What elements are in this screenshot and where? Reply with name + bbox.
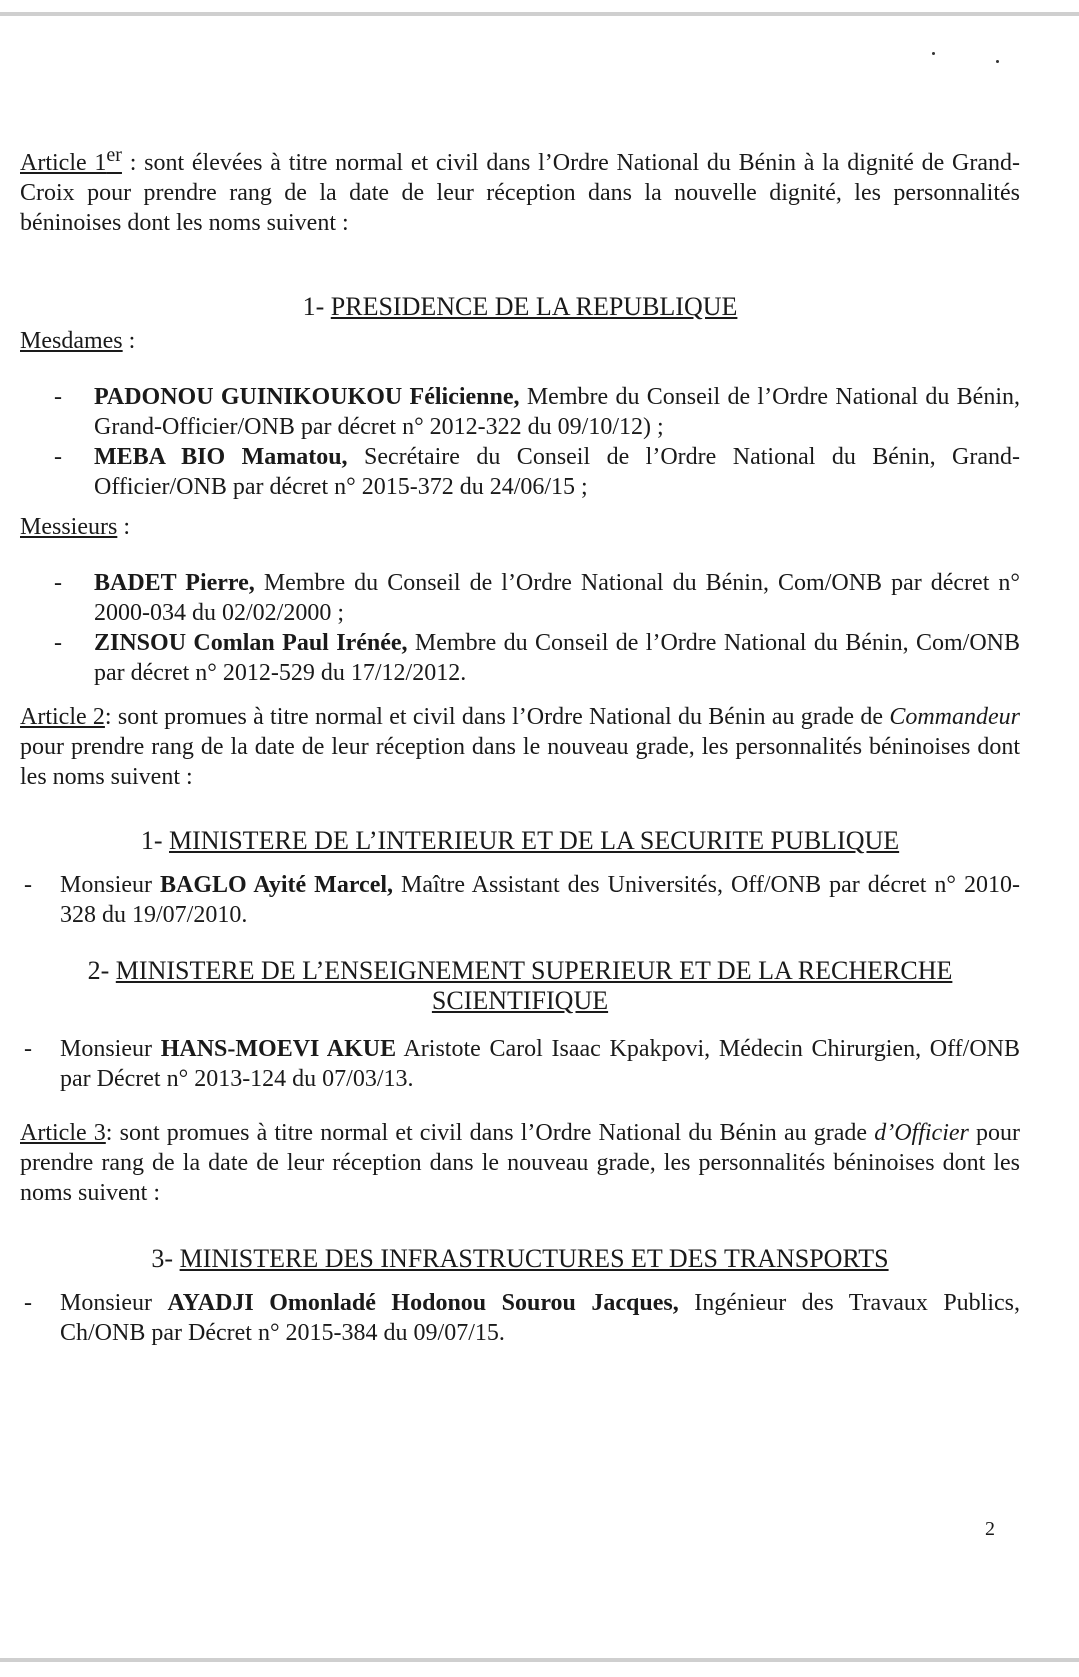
scan-speck <box>996 60 999 63</box>
messieurs-label: Messieurs : <box>20 514 130 540</box>
scan-speck <box>932 52 935 55</box>
list-item: - BADET Pierre, Membre du Conseil de l’Ordre National du Bénin, Com/ONB par décret n° 2000-034 du 02/02/2000 ; <box>54 570 1020 626</box>
mesdames-label: Mesdames : <box>20 328 136 354</box>
list-item: - PADONOU GUINIKOUKOU Félicienne, Membre du Conseil de l’Ordre National du Bénin, Grand-Officier/ONB par décret n° 2012-322 du 09/10/12) ; <box>54 384 1021 440</box>
document-page <box>20 140 1020 1348</box>
bottom-edge <box>0 1658 1079 1662</box>
article-1-label: Article 1er <box>20 144 122 176</box>
list-item: - Monsieur BAGLO Ayité Marcel, Maître Assistant des Universités, Off/ONB par décret n° 2010-328 du 19/07/2010. <box>24 872 1020 928</box>
page-number: 2 <box>985 1518 995 1540</box>
section-heading-interieur: 1- MINISTERE DE L’INTERIEUR ET DE LA SECURITE PUBLIQUE <box>140 826 900 855</box>
section-heading-infrastructures: 3- MINISTERE DES INFRASTRUCTURES ET DES TRANSPORTS <box>151 1244 889 1273</box>
list-item: - Monsieur AYADJI Omonladé Hodonou Sourou Jacques, Ingénieur des Travaux Publics, Ch/ONB par Décret n° 2015-384 du 09/07/15. <box>24 1290 1021 1346</box>
section-heading-presidence: 1- PRESIDENCE DE LA REPUBLIQUE <box>302 292 738 321</box>
article-1: Article 1er : sont élevées à titre normal et civil dans l’Ordre National du Bénin à la dignité de Grand-Croix pour prendre rang de la date de leur réception dans la nouvelle dignité, les personnalités béninoises dont les noms suivent : <box>20 144 1021 236</box>
list-item: - MEBA BIO Mamatou, Secrétaire du Conseil de l’Ordre National du Bénin, Grand-Officier/ONB par décret n° 2015-372 du 24/06/15 ; <box>54 444 1020 500</box>
top-edge <box>0 12 1079 16</box>
article-2: Article 2: sont promues à titre normal et civil dans l’Ordre National du Bénin au grade de Commandeur pour prendre rang de la date de leur réception dans le nouveau grade, les personnalités béninoises dont les noms suivent : <box>20 704 1020 790</box>
article-3: Article 3: sont promues à titre normal et civil dans l’Ordre National du Bénin au grade d’Officier pour prendre rang de la date de leur réception dans le nouveau grade, les personnalités béninoises dont les noms suivent : <box>20 1120 1021 1206</box>
list-item: - ZINSOU Comlan Paul Irénée, Membre du Conseil de l’Ordre National du Bénin, Com/ONB par décret n° 2012-529 du 17/12/2012. <box>54 630 1020 686</box>
list-item: - Monsieur HANS-MOEVI AKUE Aristote Carol Isaac Kpakpovi, Médecin Chirurgien, Off/ONB par Décret n° 2013-124 du 07/03/13. <box>24 1036 1020 1092</box>
section-heading-enseignement: 2- MINISTERE DE L’ENSEIGNEMENT SUPERIEUR ET DE LA RECHERCHE SCIENTIFIQUE <box>87 956 953 1015</box>
